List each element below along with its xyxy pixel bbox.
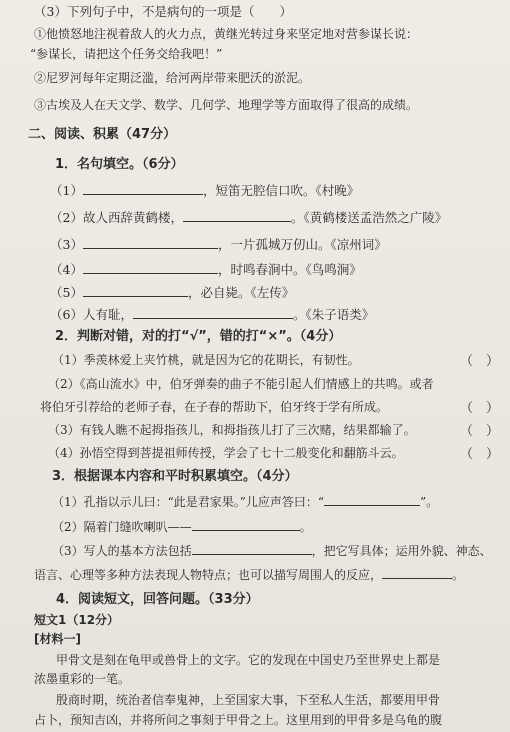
item-number: （3） bbox=[50, 237, 83, 252]
option-1-line-2: “参谋长，请把这个任务交给我吧！” bbox=[30, 47, 223, 61]
option-2: ②尼罗河每年定期泛滥，给河两岸带来肥沃的淤泥。 bbox=[34, 71, 311, 85]
q3b-item-1 bbox=[52, 494, 438, 510]
answer-blank[interactable] bbox=[183, 210, 291, 222]
item-text: ，短笛无腔信口吹。《村晚》 bbox=[202, 183, 360, 198]
answer-blank[interactable] bbox=[83, 183, 203, 195]
item-number: （2） bbox=[50, 210, 83, 225]
q2-item-3: （3）有钱人瞧不起拇指孩儿，和拇指孩儿打了三次赌，结果都输了。 bbox=[48, 423, 416, 437]
q3b-item-2 bbox=[52, 519, 312, 535]
item-number: （4） bbox=[50, 262, 83, 277]
section-2-title: 二、阅读、积累（47分） bbox=[28, 127, 177, 142]
item-text: （3）写人的基本方法包括 bbox=[52, 544, 192, 558]
item-number: （5） bbox=[50, 285, 83, 300]
item-text: ，时鸣春涧中。《鸟鸣涧》 bbox=[217, 262, 362, 277]
answer-blank[interactable] bbox=[324, 494, 420, 506]
answer-blank[interactable] bbox=[83, 285, 188, 297]
question-3-stem: （3）下列句子中，不是病句的一项是（ ） bbox=[34, 4, 292, 19]
item-text: ，把它写具体；运用外貌、神态、 bbox=[311, 544, 492, 558]
q3b-item-3 bbox=[52, 543, 492, 559]
item-text: ，一片孤城万仞山。《凉州词》 bbox=[217, 237, 387, 252]
option-1-line-1: ①他愤怒地注视着敌人的火力点，黄继光转过身来坚定地对营参谋长说： bbox=[34, 27, 419, 41]
q2-answer-paren-2[interactable]: （ ） bbox=[460, 401, 500, 416]
q1-item-4 bbox=[50, 262, 362, 278]
answer-blank[interactable] bbox=[83, 262, 218, 274]
item-text: （1）孔指以示儿曰：“此是君家果。”儿应声答曰：“ bbox=[52, 495, 325, 509]
item-text: 。《黄鹤楼送孟浩然之广陵》 bbox=[290, 210, 448, 225]
option-3: ③古埃及人在天文学、数学、几何学、地理学等方面取得了很高的成绩。 bbox=[34, 98, 419, 112]
q2-answer-paren-3[interactable]: （ ） bbox=[460, 424, 500, 439]
passage-para-1-line-1: 甲骨文是刻在龟甲或兽骨上的文字。它的发现在中国史乃至世界史上都是 bbox=[56, 653, 441, 667]
answer-blank[interactable] bbox=[192, 519, 300, 531]
q1-item-3 bbox=[50, 237, 387, 253]
answer-blank[interactable] bbox=[83, 237, 218, 249]
q1-item-1 bbox=[50, 183, 359, 199]
answer-blank[interactable] bbox=[133, 307, 293, 319]
item-text: ，必自毙。《左传》 bbox=[187, 285, 295, 300]
item-text: ”。 bbox=[420, 495, 439, 509]
passage-para-1-line-2: 浓墨重彩的一笔。 bbox=[34, 672, 131, 686]
q3b-item-3-cont bbox=[34, 567, 464, 583]
q2-item-2: （2）《高山流水》中，伯牙弹奏的曲子不能引起人们情感上的共鸣。或者 bbox=[48, 377, 434, 391]
item-number: （1） bbox=[50, 183, 83, 198]
item-text: 故人西辞黄鹤楼， bbox=[82, 210, 183, 225]
item-text: （2）隔着门缝吹喇叭—— bbox=[52, 520, 192, 534]
answer-blank[interactable] bbox=[192, 543, 312, 555]
passage-para-2-line-2: 占卜，预知吉凶，并将所问之事刻于甲骨之上。这里用到的甲骨多是乌龟的腹 bbox=[34, 713, 443, 727]
q2-item-4: （4）孙悟空得到菩提祖师传授，学会了七十二般变化和翻筋斗云。 bbox=[48, 446, 404, 460]
q2-answer-paren-1[interactable]: （ ） bbox=[460, 354, 500, 369]
passage-label: 短文1（12分） bbox=[34, 613, 120, 627]
q3b-title: 3．根据课本内容和平时积累填空。（4分） bbox=[52, 469, 298, 484]
item-text: 。 bbox=[452, 568, 465, 582]
item-number: （6） bbox=[50, 307, 83, 322]
q1-title: 1．名句填空。（6分） bbox=[55, 157, 184, 172]
q4-title: 4．阅读短文，回答问题。（33分） bbox=[56, 592, 259, 607]
item-text: 。 bbox=[299, 520, 312, 534]
q2-item-1: （1）季羡林爱上夹竹桃，就是因为它的花期长，有韧性。 bbox=[52, 353, 360, 367]
q2-title: 2．判断对错，对的打“√”，错的打“×”。（4分） bbox=[55, 329, 342, 344]
q1-item-5 bbox=[50, 285, 294, 301]
q1-item-6 bbox=[50, 307, 374, 323]
q1-item-2 bbox=[50, 210, 447, 226]
item-text: 人有耻， bbox=[82, 307, 133, 322]
item-text: 。《朱子语类》 bbox=[292, 307, 375, 322]
passage-para-2-line-1: 殷商时期，统治者信奉鬼神，上至国家大事，下至私人生活，都要用甲骨 bbox=[56, 693, 441, 707]
answer-blank[interactable] bbox=[382, 567, 452, 579]
item-text: 语言、心理等多种方法表现人物特点；也可以描写周围人的反应， bbox=[34, 568, 383, 582]
q2-item-2-cont: 将伯牙引荐给的老师子春，在子春的帮助下，伯牙终于学有所成。 bbox=[40, 400, 389, 414]
material-label: [材料一] bbox=[34, 632, 81, 646]
q2-answer-paren-4[interactable]: （ ） bbox=[460, 447, 500, 462]
